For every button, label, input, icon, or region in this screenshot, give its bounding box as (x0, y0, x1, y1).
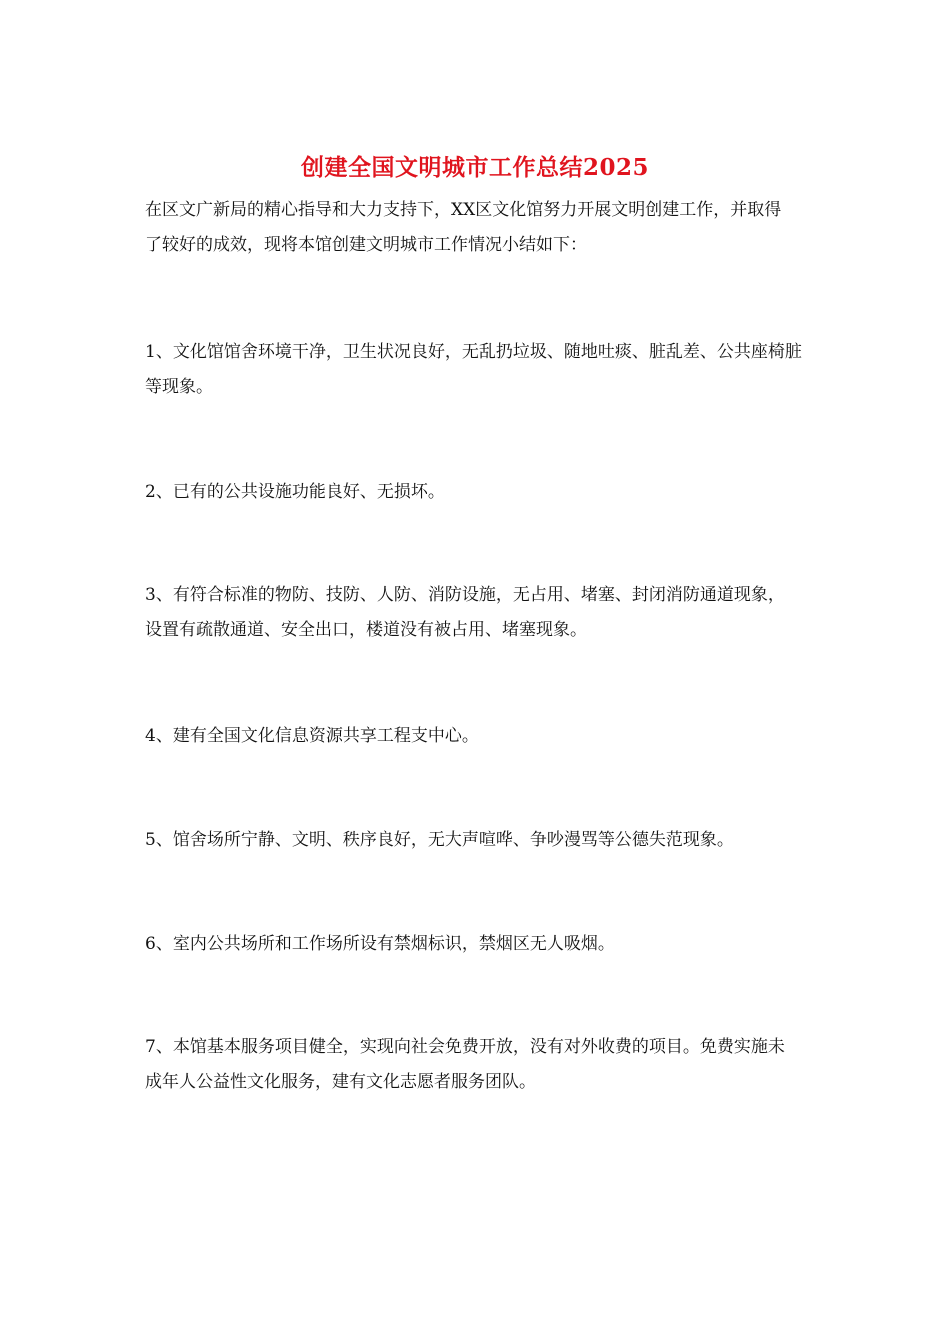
document-title: 创建全国文明城市工作总结2025 (300, 154, 649, 181)
list-item-7: 7、本馆基本服务项目健全，实现向社会免费开放，没有对外收费的项目。免费实施未成年人公益性文化服务，建有文化志愿者服务团队。 (145, 1037, 785, 1092)
intro-paragraph: 在区文广新局的精心指导和大力支持下，XX区文化馆努力开展文明创建工作，并取得了较好的成效，现将本馆创建文明城市工作情况小结如下： (145, 200, 782, 255)
list-item-5: 5、馆舍场所宁静、文明、秩序良好，无大声喧哗、争吵漫骂等公德失范现象。 (145, 830, 734, 850)
list-item-4: 4、建有全国文化信息资源共享工程支中心。 (145, 726, 479, 746)
list-item-3: 3、有符合标准的物防、技防、人防、消防设施，无占用、堵塞、封闭消防通道现象，设置有疏散通道、安全出口，楼道没有被占用、堵塞现象。 (145, 585, 785, 640)
list-item-6: 6、室内公共场所和工作场所设有禁烟标识，禁烟区无人吸烟。 (145, 934, 615, 954)
list-item-2: 2、已有的公共设施功能良好、无损坏。 (145, 482, 445, 502)
list-item-1: 1、文化馆馆舍环境干净，卫生状况良好，无乱扔垃圾、随地吐痰、脏乱差、公共座椅脏等现象。 (145, 342, 802, 397)
